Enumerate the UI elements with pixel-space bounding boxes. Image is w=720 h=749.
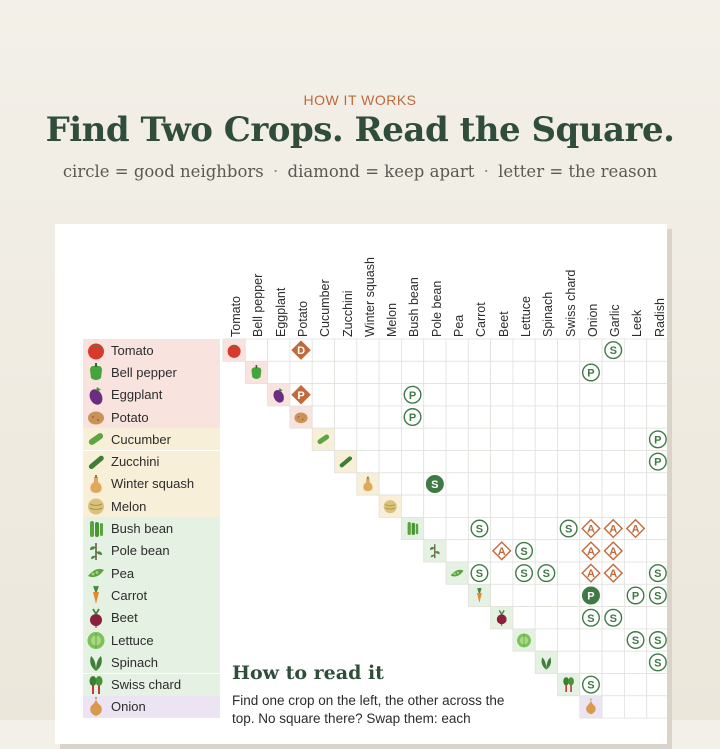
mark-letter: A xyxy=(609,523,618,536)
good-neighbor-mark xyxy=(650,587,667,604)
row-label-text: Onion xyxy=(111,699,146,715)
row-label-text: Melon xyxy=(111,498,147,514)
grid-cell xyxy=(647,406,667,428)
grid-cell xyxy=(312,406,334,428)
mark-letter: S xyxy=(654,590,662,603)
column-label-text: Bush bean xyxy=(407,277,422,337)
grid-cell xyxy=(624,473,646,495)
row-label-text: Bush bean xyxy=(111,521,174,537)
mark-letter: P xyxy=(408,389,417,402)
column-label-text: Carrot xyxy=(474,302,489,337)
grid-cell xyxy=(647,540,667,562)
mark-letter: P xyxy=(587,367,595,380)
grid-cell xyxy=(624,384,646,406)
column-label-text: Leek xyxy=(630,309,645,337)
grid-cell xyxy=(558,562,580,584)
grid-cell xyxy=(580,629,602,651)
grid-cell xyxy=(580,406,602,428)
grid-cell xyxy=(558,629,580,651)
grid-cell xyxy=(647,384,667,406)
grid-cell xyxy=(535,540,557,562)
good-neighbor-mark xyxy=(560,520,577,537)
grid-cell xyxy=(535,584,557,606)
legend-separator: · xyxy=(273,162,279,181)
grid-cell xyxy=(535,339,557,361)
grid-cell xyxy=(424,517,446,539)
grid-cell xyxy=(424,495,446,517)
row-label-text: Carrot xyxy=(111,587,148,603)
grid-cell xyxy=(468,540,490,562)
grid-cell xyxy=(624,696,646,718)
good-neighbor-mark xyxy=(471,565,488,582)
column-label-text: Pea xyxy=(452,314,466,337)
column-label-text: Zucchini xyxy=(340,290,355,337)
column-label-text: Pole bean xyxy=(429,280,444,337)
grid-cell xyxy=(491,517,513,539)
melon-icon xyxy=(384,500,397,513)
grid-cell xyxy=(468,451,490,473)
row-label-text: Bell pepper xyxy=(111,364,177,380)
good-neighbor-mark xyxy=(471,520,488,537)
grid-cell xyxy=(602,473,624,495)
grid-cell xyxy=(513,517,535,539)
diagonal-cell xyxy=(558,674,580,696)
legend-diamond: diamond = keep apart xyxy=(287,162,475,181)
grid-cell xyxy=(602,451,624,473)
column-label-text: Lettuce xyxy=(518,295,533,337)
grid-cell xyxy=(335,339,357,361)
grid-cell xyxy=(357,428,379,450)
good-neighbor-mark xyxy=(583,676,600,693)
grid-cell xyxy=(491,384,513,406)
grid-cell xyxy=(580,339,602,361)
good-neighbor-mark xyxy=(650,654,667,671)
mark-letter: A xyxy=(586,523,595,536)
grid-cell xyxy=(491,339,513,361)
grid-cell xyxy=(580,451,602,473)
grid-cell xyxy=(535,428,557,450)
grid-cell xyxy=(357,361,379,383)
grid-cell xyxy=(602,674,624,696)
grid-cell xyxy=(558,495,580,517)
column-label-text: Swiss chard xyxy=(563,269,578,337)
grid-cell xyxy=(558,428,580,450)
grid-cell xyxy=(312,339,334,361)
row-label-text: Beet xyxy=(111,610,138,626)
column-label-text: Spinach xyxy=(541,291,556,337)
potato-icon xyxy=(294,413,307,424)
good-neighbor-mark xyxy=(583,587,600,604)
good-neighbor-mark xyxy=(650,632,667,649)
grid-cell xyxy=(558,384,580,406)
good-neighbor-mark xyxy=(605,342,622,359)
mark-letter: A xyxy=(609,545,618,558)
row-label-text: Pea xyxy=(111,565,135,581)
grid-cell xyxy=(379,339,401,361)
column-label-text: Winter squash xyxy=(362,257,377,337)
grid-cell xyxy=(535,629,557,651)
good-neighbor-mark xyxy=(650,431,667,448)
howto-body: Find one crop on the left, the other across the top. No square there? Swap them: each xyxy=(232,693,505,726)
column-label-text: Cucumber xyxy=(318,279,333,337)
grid-cell xyxy=(513,451,535,473)
grid-cell xyxy=(357,406,379,428)
grid-cell xyxy=(424,428,446,450)
grid-cell xyxy=(602,584,624,606)
grid-cell xyxy=(558,339,580,361)
row-label-text: Zucchini xyxy=(111,454,160,470)
grid-cell xyxy=(379,473,401,495)
grid-cell xyxy=(401,451,423,473)
good-neighbor-mark xyxy=(627,587,644,604)
grid-cell xyxy=(513,428,535,450)
mark-letter: S xyxy=(609,612,617,625)
grid-cell xyxy=(624,406,646,428)
mark-letter: A xyxy=(497,545,506,558)
grid-cell xyxy=(357,339,379,361)
grid-cell xyxy=(335,384,357,406)
grid-cell xyxy=(446,339,468,361)
grid-cell xyxy=(357,451,379,473)
row-label-text: Lettuce xyxy=(111,632,154,648)
grid-cell xyxy=(379,384,401,406)
grid-cell xyxy=(558,451,580,473)
grid-cell xyxy=(624,651,646,673)
grid-cell xyxy=(401,473,423,495)
grid-cell xyxy=(624,607,646,629)
grid-cell xyxy=(558,584,580,606)
grid-cell xyxy=(379,428,401,450)
grid-cell xyxy=(624,540,646,562)
grid-cell xyxy=(491,584,513,606)
bush-bean-icon xyxy=(408,522,419,535)
grid-cell xyxy=(602,428,624,450)
column-label-text: Onion xyxy=(585,303,600,337)
column-label-text: Garlic xyxy=(608,304,623,337)
good-neighbor-mark xyxy=(605,609,622,626)
grid-cell xyxy=(647,495,667,517)
howto-title: How to read it xyxy=(232,662,384,684)
legend-letter: letter = the reason xyxy=(498,162,658,181)
grid-cell xyxy=(624,674,646,696)
grid-cell xyxy=(268,339,290,361)
grid-cell xyxy=(491,473,513,495)
grid-cell xyxy=(424,451,446,473)
row-label-text: Swiss chard xyxy=(111,677,182,693)
lettuce-icon xyxy=(517,633,531,647)
grid-cell xyxy=(624,428,646,450)
grid-cell xyxy=(446,473,468,495)
grid-cell xyxy=(468,428,490,450)
row-label-text: Eggplant xyxy=(111,387,163,403)
grid-cell xyxy=(401,495,423,517)
mark-letter: P xyxy=(297,389,305,402)
grid-cell xyxy=(513,495,535,517)
grid-cell xyxy=(401,428,423,450)
grid-cell xyxy=(446,428,468,450)
grid-cell xyxy=(602,651,624,673)
mark-letter: S xyxy=(631,635,640,648)
grid-cell xyxy=(312,384,334,406)
row-label-text: Spinach xyxy=(111,654,158,670)
mark-letter: S xyxy=(542,568,551,581)
grid-cell xyxy=(491,562,513,584)
good-neighbor-mark xyxy=(404,409,421,426)
grid-cell xyxy=(468,406,490,428)
grid-cell xyxy=(379,361,401,383)
grid-cell xyxy=(624,495,646,517)
grid-cell xyxy=(513,584,535,606)
grid-cell xyxy=(558,473,580,495)
good-neighbor-mark xyxy=(516,543,533,560)
grid-cell xyxy=(446,361,468,383)
grid-cell xyxy=(446,406,468,428)
grid-cell xyxy=(335,361,357,383)
column-label-text: Tomato xyxy=(229,296,243,337)
grid-cell xyxy=(446,495,468,517)
mark-letter: S xyxy=(520,568,528,581)
column-label-text: Potato xyxy=(295,300,310,337)
legend-line xyxy=(0,162,720,181)
grid-cell xyxy=(535,406,557,428)
grid-cell xyxy=(491,428,513,450)
grid-cell xyxy=(558,607,580,629)
grid-cell xyxy=(491,495,513,517)
grid-cell xyxy=(535,517,557,539)
column-label-text: Eggplant xyxy=(273,287,288,337)
mark-letter: S xyxy=(475,523,484,536)
grid-cell xyxy=(602,384,624,406)
grid-cell xyxy=(535,451,557,473)
mark-letter: S xyxy=(587,612,595,625)
grid-cell xyxy=(424,361,446,383)
grid-cell xyxy=(245,339,267,361)
mark-letter: A xyxy=(631,523,640,536)
grid-cell xyxy=(401,361,423,383)
legend-separator: · xyxy=(483,162,489,181)
good-neighbor-mark xyxy=(427,476,444,493)
row-label-text: Potato xyxy=(111,409,149,425)
mark-letter: S xyxy=(654,657,662,670)
grid-cell xyxy=(580,384,602,406)
grid-cell xyxy=(647,517,667,539)
grid-cell xyxy=(401,339,423,361)
grid-cell xyxy=(379,451,401,473)
grid-cell xyxy=(647,607,667,629)
grid-cell xyxy=(491,406,513,428)
mark-letter: S xyxy=(564,523,573,536)
grid-cell xyxy=(335,428,357,450)
row-label-text: Tomato xyxy=(111,342,154,358)
grid-cell xyxy=(468,339,490,361)
mark-letter: S xyxy=(609,345,617,358)
companion-chart-card xyxy=(55,224,667,744)
mark-letter: D xyxy=(297,345,306,358)
grid-cell xyxy=(446,540,468,562)
grid-cell xyxy=(335,406,357,428)
grid-cell xyxy=(379,406,401,428)
mark-letter: P xyxy=(654,434,662,447)
grid-cell xyxy=(535,473,557,495)
grid-cell xyxy=(602,629,624,651)
mark-letter: P xyxy=(587,590,595,603)
eyebrow-label: HOW IT WORKS xyxy=(303,92,417,108)
column-label-text: Melon xyxy=(385,302,400,337)
grid-cell xyxy=(558,406,580,428)
mark-letter: S xyxy=(475,568,484,581)
diagonal-cell xyxy=(535,651,557,673)
grid-cell xyxy=(602,406,624,428)
mark-letter: P xyxy=(654,456,662,469)
column-label-text: Bell pepper xyxy=(251,273,266,337)
grid-cell xyxy=(580,651,602,673)
column-label-text: Radish xyxy=(652,298,667,337)
mark-letter: P xyxy=(408,412,417,425)
grid-cell xyxy=(424,339,446,361)
grid-cell xyxy=(491,361,513,383)
grid-cell xyxy=(624,451,646,473)
grid-cell xyxy=(602,361,624,383)
grid-cell xyxy=(602,495,624,517)
grid-cell xyxy=(446,517,468,539)
grid-cell xyxy=(647,674,667,696)
grid-cell xyxy=(558,361,580,383)
grid-cell xyxy=(513,406,535,428)
grid-cell xyxy=(580,495,602,517)
grid-cell xyxy=(468,384,490,406)
grid-cell xyxy=(513,384,535,406)
page-title: Find Two Crops. Read the Square. xyxy=(45,110,675,150)
grid-cell xyxy=(580,473,602,495)
grid-cell xyxy=(513,473,535,495)
mark-letter: S xyxy=(431,478,439,491)
grid-cell xyxy=(424,406,446,428)
good-neighbor-mark xyxy=(583,364,600,381)
grid-cell xyxy=(535,384,557,406)
grid-cell xyxy=(424,384,446,406)
mark-letter: A xyxy=(609,568,618,581)
row-label-text: Winter squash xyxy=(111,476,195,492)
good-neighbor-mark xyxy=(404,386,421,403)
column-label-text: Beet xyxy=(496,311,511,337)
grid-cell xyxy=(446,384,468,406)
grid-cell xyxy=(312,361,334,383)
mark-letter: A xyxy=(586,568,595,581)
grid-cell xyxy=(647,339,667,361)
grid-cell xyxy=(647,696,667,718)
grid-cell xyxy=(446,451,468,473)
good-neighbor-mark xyxy=(650,453,667,470)
mark-letter: S xyxy=(587,679,595,692)
good-neighbor-mark xyxy=(627,632,644,649)
grid-cell xyxy=(357,384,379,406)
good-neighbor-mark xyxy=(538,565,555,582)
grid-cell xyxy=(624,339,646,361)
row-label-text: Pole bean xyxy=(111,543,170,559)
mark-letter: A xyxy=(586,545,595,558)
grid-cell xyxy=(580,428,602,450)
mark-letter: P xyxy=(631,590,640,603)
grid-cell xyxy=(647,473,667,495)
grid-cell xyxy=(491,451,513,473)
grid-cell xyxy=(558,651,580,673)
grid-cell xyxy=(535,607,557,629)
mark-letter: S xyxy=(654,568,662,581)
grid-cell xyxy=(602,696,624,718)
grid-cell xyxy=(535,361,557,383)
grid-cell xyxy=(535,495,557,517)
legend-circle: circle = good neighbors xyxy=(62,162,264,181)
good-neighbor-mark xyxy=(583,609,600,626)
mark-letter: S xyxy=(520,545,528,558)
grid-cell xyxy=(468,495,490,517)
grid-cell xyxy=(558,540,580,562)
tomato-icon xyxy=(228,345,241,358)
grid-cell xyxy=(624,562,646,584)
good-neighbor-mark xyxy=(516,565,533,582)
grid-cell xyxy=(647,361,667,383)
grid-cell xyxy=(290,361,312,383)
grid-cell xyxy=(513,607,535,629)
grid-cell xyxy=(468,361,490,383)
row-label-text: Cucumber xyxy=(111,431,171,447)
grid-cell xyxy=(268,361,290,383)
good-neighbor-mark xyxy=(650,565,667,582)
grid-cell xyxy=(468,473,490,495)
grid-cell xyxy=(624,361,646,383)
grid-cell xyxy=(513,339,535,361)
mark-letter: S xyxy=(654,635,662,648)
grid-cell xyxy=(513,361,535,383)
